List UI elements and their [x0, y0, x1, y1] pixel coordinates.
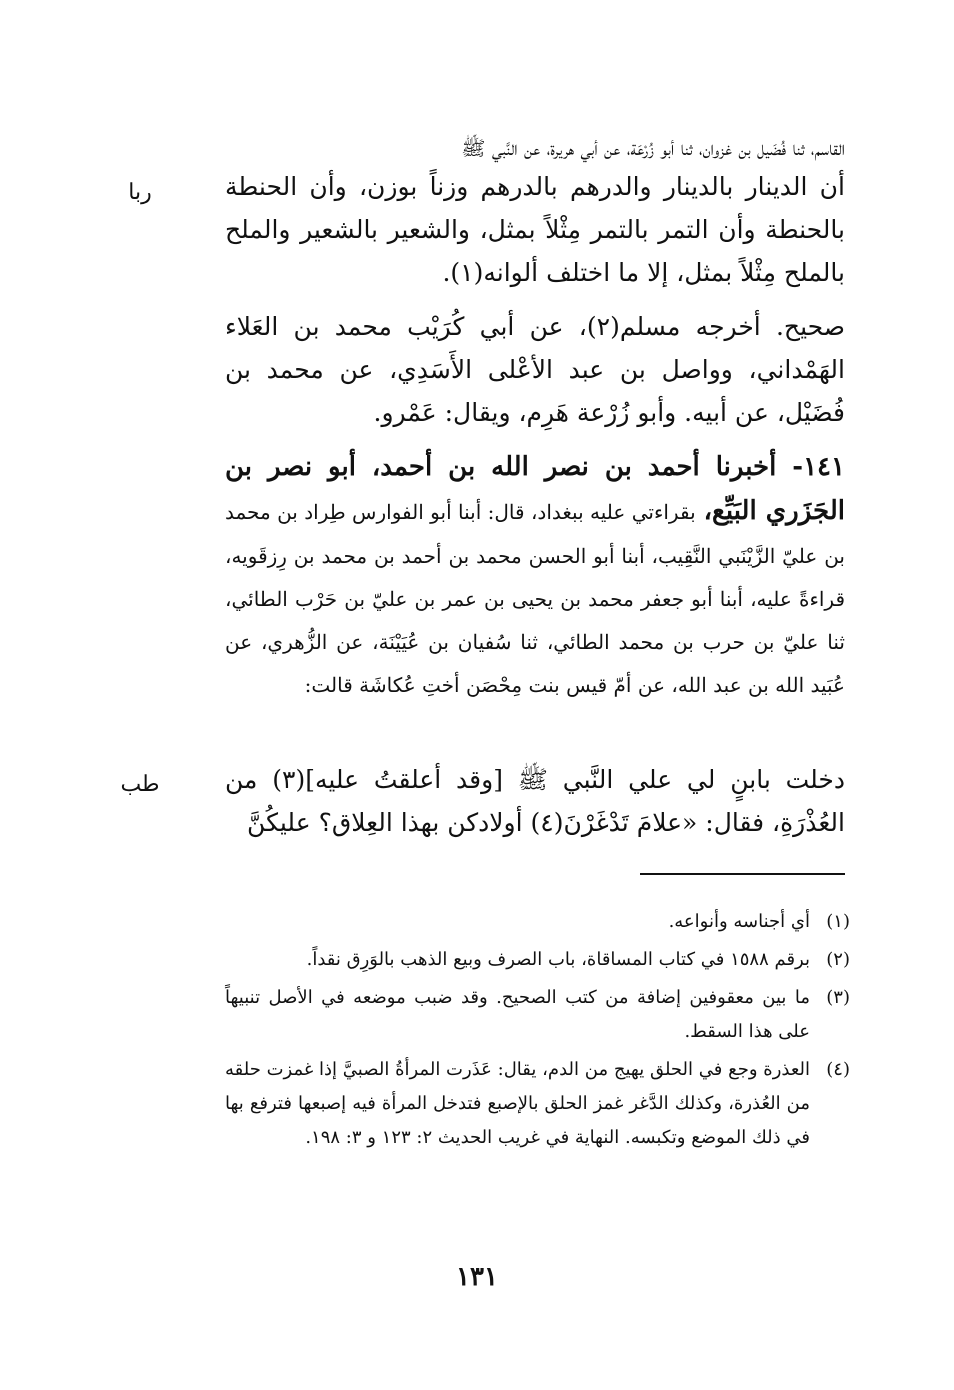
footnotes [225, 905, 850, 1159]
footnote-number: (٢) [826, 949, 850, 970]
footnote [225, 1053, 850, 1155]
footnote [225, 943, 850, 977]
footnote-number: (١) [826, 911, 850, 932]
footnote-text: العذرة وجع في الحلق يهيج من الدم، يقال: عَذَرت المرأةُ الصبيَّ إذا غمزت حلقه من العُذرة، وكذلك الدَّغر غمز الحلق بالإصبع فتدخل المرأة فيه إصبعها فترفع بها في ذلك الموضع وتكبسه. النهاية في غريب الحديث ٢: ١٢٣ و ٣: ١٩٨. [225, 1059, 810, 1148]
footnote-number: (٤) [826, 1059, 850, 1080]
isnad-text: بقراءتي عليه ببغداد، قال: أبنا أبو الفوارس طِراد بن محمد بن عليّ الزَّيْنَبي النَّقِيب، أبنا أبو الحسن محمد بن أحمد بن محمد بن رِزقَويه، قراءةً عليه، أبنا أبو جعفر محمد بن يحيى بن عمر بن عليّ بن حَرْب الطائي، ثنا عليّ بن حرب بن محمد الطائي، ثنا سُفيان بن عُيَيْنَة، عن الزُّهري، عن عُبَيد الله بن عبد الله، عن أمّ قيس بنت مِحْصَن أختِ عُكاشَة قالت: [225, 500, 846, 697]
margin-note-tib: طب [120, 772, 160, 797]
footnote-text: ما بين معقوفين إضافة من كتب الصحيح. وقد ضبب موضعه في الأصل تنبيهاً على هذا السقط. [225, 987, 810, 1042]
footnote-separator [640, 873, 845, 875]
footnote [225, 981, 850, 1049]
page-number: ١٣١ [456, 1262, 498, 1292]
footnote-number: (٣) [826, 987, 850, 1008]
hadith-text-2: دخلت بابنٍ لي علي النَّبي ﷺ [وقد أعلقتُ عليه](٣) من العُذْرَةِ، فقال: «علامَ تَدْغَرْنَ(٤) أولادكن بهذا العِلاق؟ عليكُنَّ [225, 765, 846, 837]
hadith-text-1: أن الدينار بالدينار والدرهم بالدرهم وزناً بوزن، وأن الحنطة بالحنطة وأن التمر بالتمر مِثْلاً بمثل، والشعير بالشعير والملح بالملح مِثْلاً بمثل، إلا ما اختلف ألوانه(١). [225, 172, 845, 287]
commentary-1: صحيح. أخرجه مسلم(٢)، عن أبي كُرَيْب محمد بن العَلاء الهَمْداني، وواصل بن عبد الأعْلى الأَسَدِي، عن محمد بن فُضَيْل، عن أبيه. وأبو زُرْعة هَرِم، ويقال: عَمْرو. [225, 312, 845, 427]
footnote-text: أي أجناسه وأنواعه. [668, 911, 810, 932]
isnad-block [225, 445, 845, 705]
footnote-text: برقم ١٥٨٨ في كتاب المساقاة، باب الصرف وبيع الذهب بالوَرِق نقداً. [306, 949, 810, 970]
footnote [225, 905, 850, 939]
margin-note-riba: ربا [128, 180, 152, 205]
continuation-line: القاسم، ثنا فُضَيل بن غزوان، ثنا أبو زُرْعَة، عن أبي هريرة، عن النَّبي ﷺ [461, 136, 845, 160]
isnad-heading: ١٤١- أخبرنا أحمد بن نصر الله بن أحمد، أبو نصر بن الجَزَري البَيِّع، [225, 452, 845, 526]
